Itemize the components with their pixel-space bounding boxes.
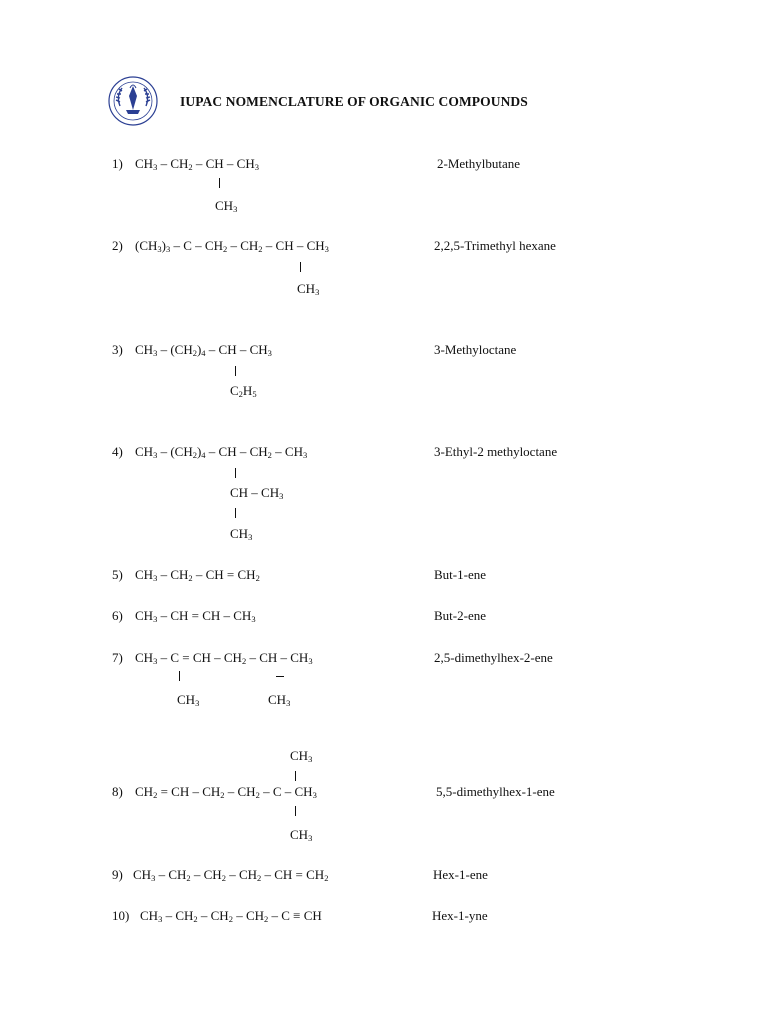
formula-1: $CH_3 - CH_2$ – CH – $CH_3$ [135,156,259,172]
item-number: 10) [112,908,130,923]
formula-6: $CH_3$ – CH = CH – $CH_3$ [135,608,256,624]
compound-name: Hex-1-ene [433,867,488,882]
branch-ch3: $CH_3$ [290,827,313,843]
formula-2: $(CH_3)_3$ – C – $CH_2 - CH_2$ – CH – $CH_3$ [135,238,329,254]
bond-line [235,468,236,478]
item-number: 7) [112,650,123,665]
compound-name: 2-Methylbutane [437,156,521,171]
formula-3: $CH_3 - (CH_2)_4$ – CH – $CH_3$ [135,342,272,358]
compound-name: But-2-ene [434,608,486,623]
school-emblem-icon [106,74,160,130]
item-number: 8) [112,784,123,799]
branch-ch3: $CH_3$ [230,526,253,542]
bond-line [179,671,180,681]
item-number: 2) [112,238,123,253]
formula-9: $CH_3 - CH_2 - CH_2 - CH_2$ – CH = $CH_2$ [133,867,329,883]
formula-5: $CH_3 - CH_2$ – CH = $CH_2$ [135,567,260,583]
item-number: 4) [112,444,123,459]
compound-name: 3-Methyloctane [434,342,517,357]
compound-name: Hex-1-yne [432,908,488,923]
bond-line [295,771,296,781]
branch-ch3: $CH_3$ [290,748,313,764]
bond-line [295,806,296,816]
branch-ch-ch3: CH – $CH_3$ [230,485,284,501]
formula-7: $CH_3$ – C = CH – $CH_2$ – CH – $CH_3$ [135,650,313,666]
item-number: 9) [112,867,123,882]
branch-ch3: $CH_3$ [215,198,238,214]
branch-c2h5: $C_2H_5$ [230,383,257,399]
bond-line [300,262,301,272]
branch-ch3: $CH_3$ [297,281,320,297]
compound-name: 2,5-dimethylhex-2-ene [434,650,553,665]
page-title: IUPAC NOMENCLATURE OF ORGANIC COMPOUNDS [180,94,528,109]
compound-name: But-1-ene [434,567,486,582]
compound-name: 2,2,5-Trimethyl hexane [434,238,556,253]
branch-ch3: $CH_3$ [268,692,291,708]
item-number: 5) [112,567,123,582]
compound-name: 3-Ethyl-2 methyloctane [434,444,558,459]
formula-10: $CH_3 - CH_2 - CH_2 - CH_2$ – C ≡ CH [140,908,322,924]
formula-8: $CH_2$ = CH – $CH_2 - CH_2$ – C – $CH_3$ [135,784,317,800]
formula-4: $CH_3 - (CH_2)_4$ – CH – $CH_2 - CH_3$ [135,444,308,460]
branch-ch3: $CH_3$ [177,692,200,708]
item-number: 6) [112,608,123,623]
item-number: 1) [112,156,123,171]
bond-line [235,366,236,376]
item-number: 3) [112,342,123,357]
bond-line [276,676,284,677]
compound-name: 5,5-dimethylhex-1-ene [436,784,555,799]
bond-line [235,508,236,518]
bond-line [219,178,220,188]
